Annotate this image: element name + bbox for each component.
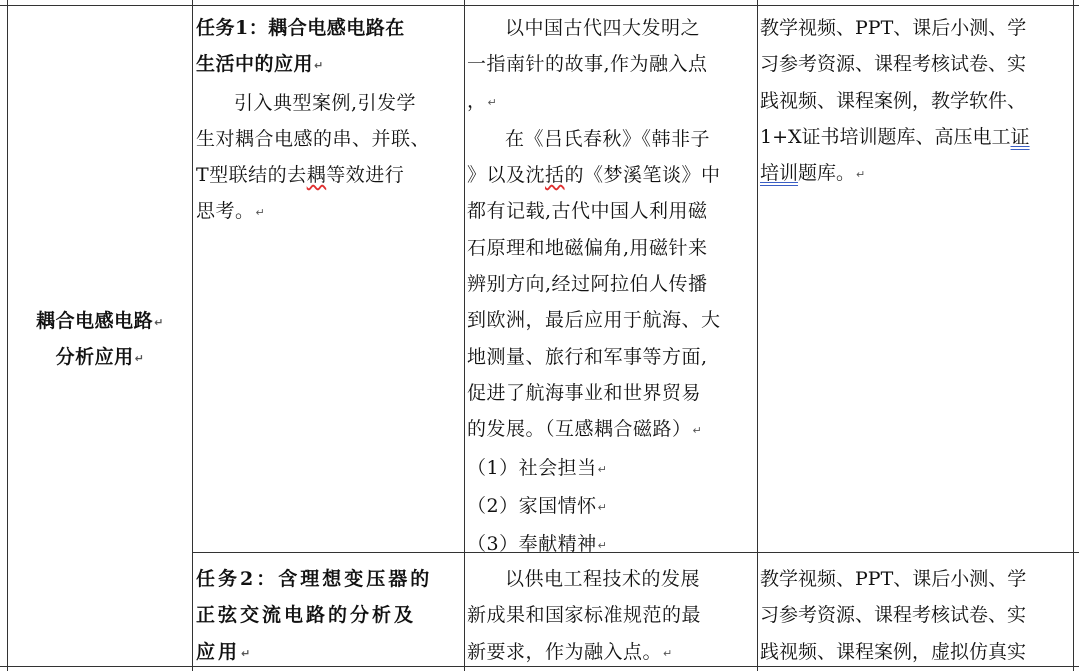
task1-title-line2: 生活中的应用↵ — [196, 53, 324, 76]
task1-resources-cell — [760, 10, 1079, 193]
grammar-underline: 培训 — [760, 162, 799, 185]
paragraph-mark-icon: ↵ — [134, 352, 145, 365]
grammar-underline: 证 — [1010, 125, 1030, 148]
paragraph-mark-icon: ↵ — [154, 316, 164, 329]
paragraph-mark-icon: ↵ — [255, 206, 266, 220]
task1-res-line3: 践视频、课程案例，教学软件、 — [760, 89, 1027, 112]
paragraph-mark-icon: ↵ — [856, 168, 866, 182]
task1-story-line5: 》以及沈括的《梦溪笔谈》中 — [467, 164, 721, 187]
task2-title-line1: 任务2：含理想变压器的 — [196, 568, 433, 590]
task1-res-line4: 1+X证书培训题库、高压电工证 — [760, 125, 1030, 148]
task2-res-line2: 习参考资源、课程考核试卷、实 — [760, 604, 1027, 627]
paragraph-mark-icon: ↵ — [597, 500, 608, 514]
task1-desc-line1: 引入典型案例,引发学 — [234, 91, 417, 114]
task2-res-line3: 践视频、课程案例，虚拟仿真实 — [760, 640, 1027, 663]
task2-story-line2: 新成果和国家标准规范的最 — [467, 604, 702, 627]
task1-res-line2: 习参考资源、课程考核试卷、实 — [760, 53, 1027, 76]
table-border-col1 — [192, 0, 193, 671]
task1-point1: （1）社会担当↵ — [467, 456, 608, 479]
task1-cell — [196, 10, 464, 232]
task1-story-line4: 在《吕氏春秋》《韩非子 — [505, 127, 711, 150]
task1-res-line1: 教学视频、PPT、课后小测、学 — [760, 17, 1027, 39]
task2-story-line1: 以供电工程技术的发展 — [505, 568, 701, 590]
task1-story-line2: 一指南针的故事,作为融入点 — [467, 53, 708, 76]
task2-resources-cell — [760, 561, 1079, 670]
task1-res-line5: 培训题库。↵ — [760, 162, 866, 185]
task1-story-line7: 石原理和地磁偏角,用磁针来 — [467, 236, 708, 259]
task2-story-cell — [467, 561, 757, 672]
task1-desc-line4: 思考。↵ — [196, 200, 266, 223]
task1-story-line1: 以中国古代四大发明之 — [505, 17, 701, 39]
paragraph-mark-icon: ↵ — [663, 646, 673, 660]
task1-desc-line3: T型联结的去耦等效进行 — [196, 164, 405, 187]
table-border-col3 — [757, 0, 758, 671]
task1-desc-line2: 生对耦合电感的串、并联、 — [196, 127, 431, 150]
table-border-top — [0, 5, 1079, 6]
task2-title-line3: 应用↵ — [196, 640, 254, 663]
paragraph-mark-icon: ↵ — [314, 59, 324, 73]
task1-story-line12: 的发展。（互感耦合磁路）↵ — [467, 418, 703, 441]
task1-story-line10: 地测量、旅行和军事等方面, — [467, 345, 708, 368]
module-name-line1: 耦合电感电路↵ — [36, 310, 164, 332]
module-name-cell — [8, 304, 192, 376]
task2-story-line3: 新要求，作为融入点。↵ — [467, 640, 673, 663]
task1-title-line1: 任务1：耦合电感电路在 — [196, 17, 405, 39]
task1-story-line3: ，↵ — [467, 89, 498, 112]
table-border-col2 — [464, 0, 465, 671]
task1-story-line8: 辨别方向,经过阿拉伯人传播 — [467, 273, 708, 296]
task2-cell — [196, 561, 464, 672]
paragraph-mark-icon: ↵ — [241, 646, 254, 660]
spellcheck-underline: 耦 — [306, 164, 327, 187]
task1-story-line6: 都有记载,古代中国人利用磁 — [467, 200, 708, 223]
task1-point2: （2）家国情怀↵ — [467, 494, 608, 517]
task2-title-line2: 正弦交流电路的分析及 — [196, 604, 417, 627]
paragraph-mark-icon: ↵ — [597, 539, 608, 553]
task1-point3: （3）奉献精神↵ — [467, 533, 608, 556]
paragraph-mark-icon: ↵ — [487, 95, 498, 109]
task1-story-cell — [467, 10, 757, 564]
task1-story-line11: 促进了航海事业和世界贸易 — [467, 381, 702, 404]
task2-res-line1: 教学视频、PPT、课后小测、学 — [760, 568, 1027, 590]
task1-story-line9: 到欧洲，最后应用于航海、大 — [467, 309, 721, 332]
spellcheck-underline: 括 — [545, 164, 565, 187]
module-name-line2: 分析应用↵ — [55, 346, 145, 368]
paragraph-mark-icon: ↵ — [692, 424, 703, 438]
paragraph-mark-icon: ↵ — [597, 462, 608, 476]
